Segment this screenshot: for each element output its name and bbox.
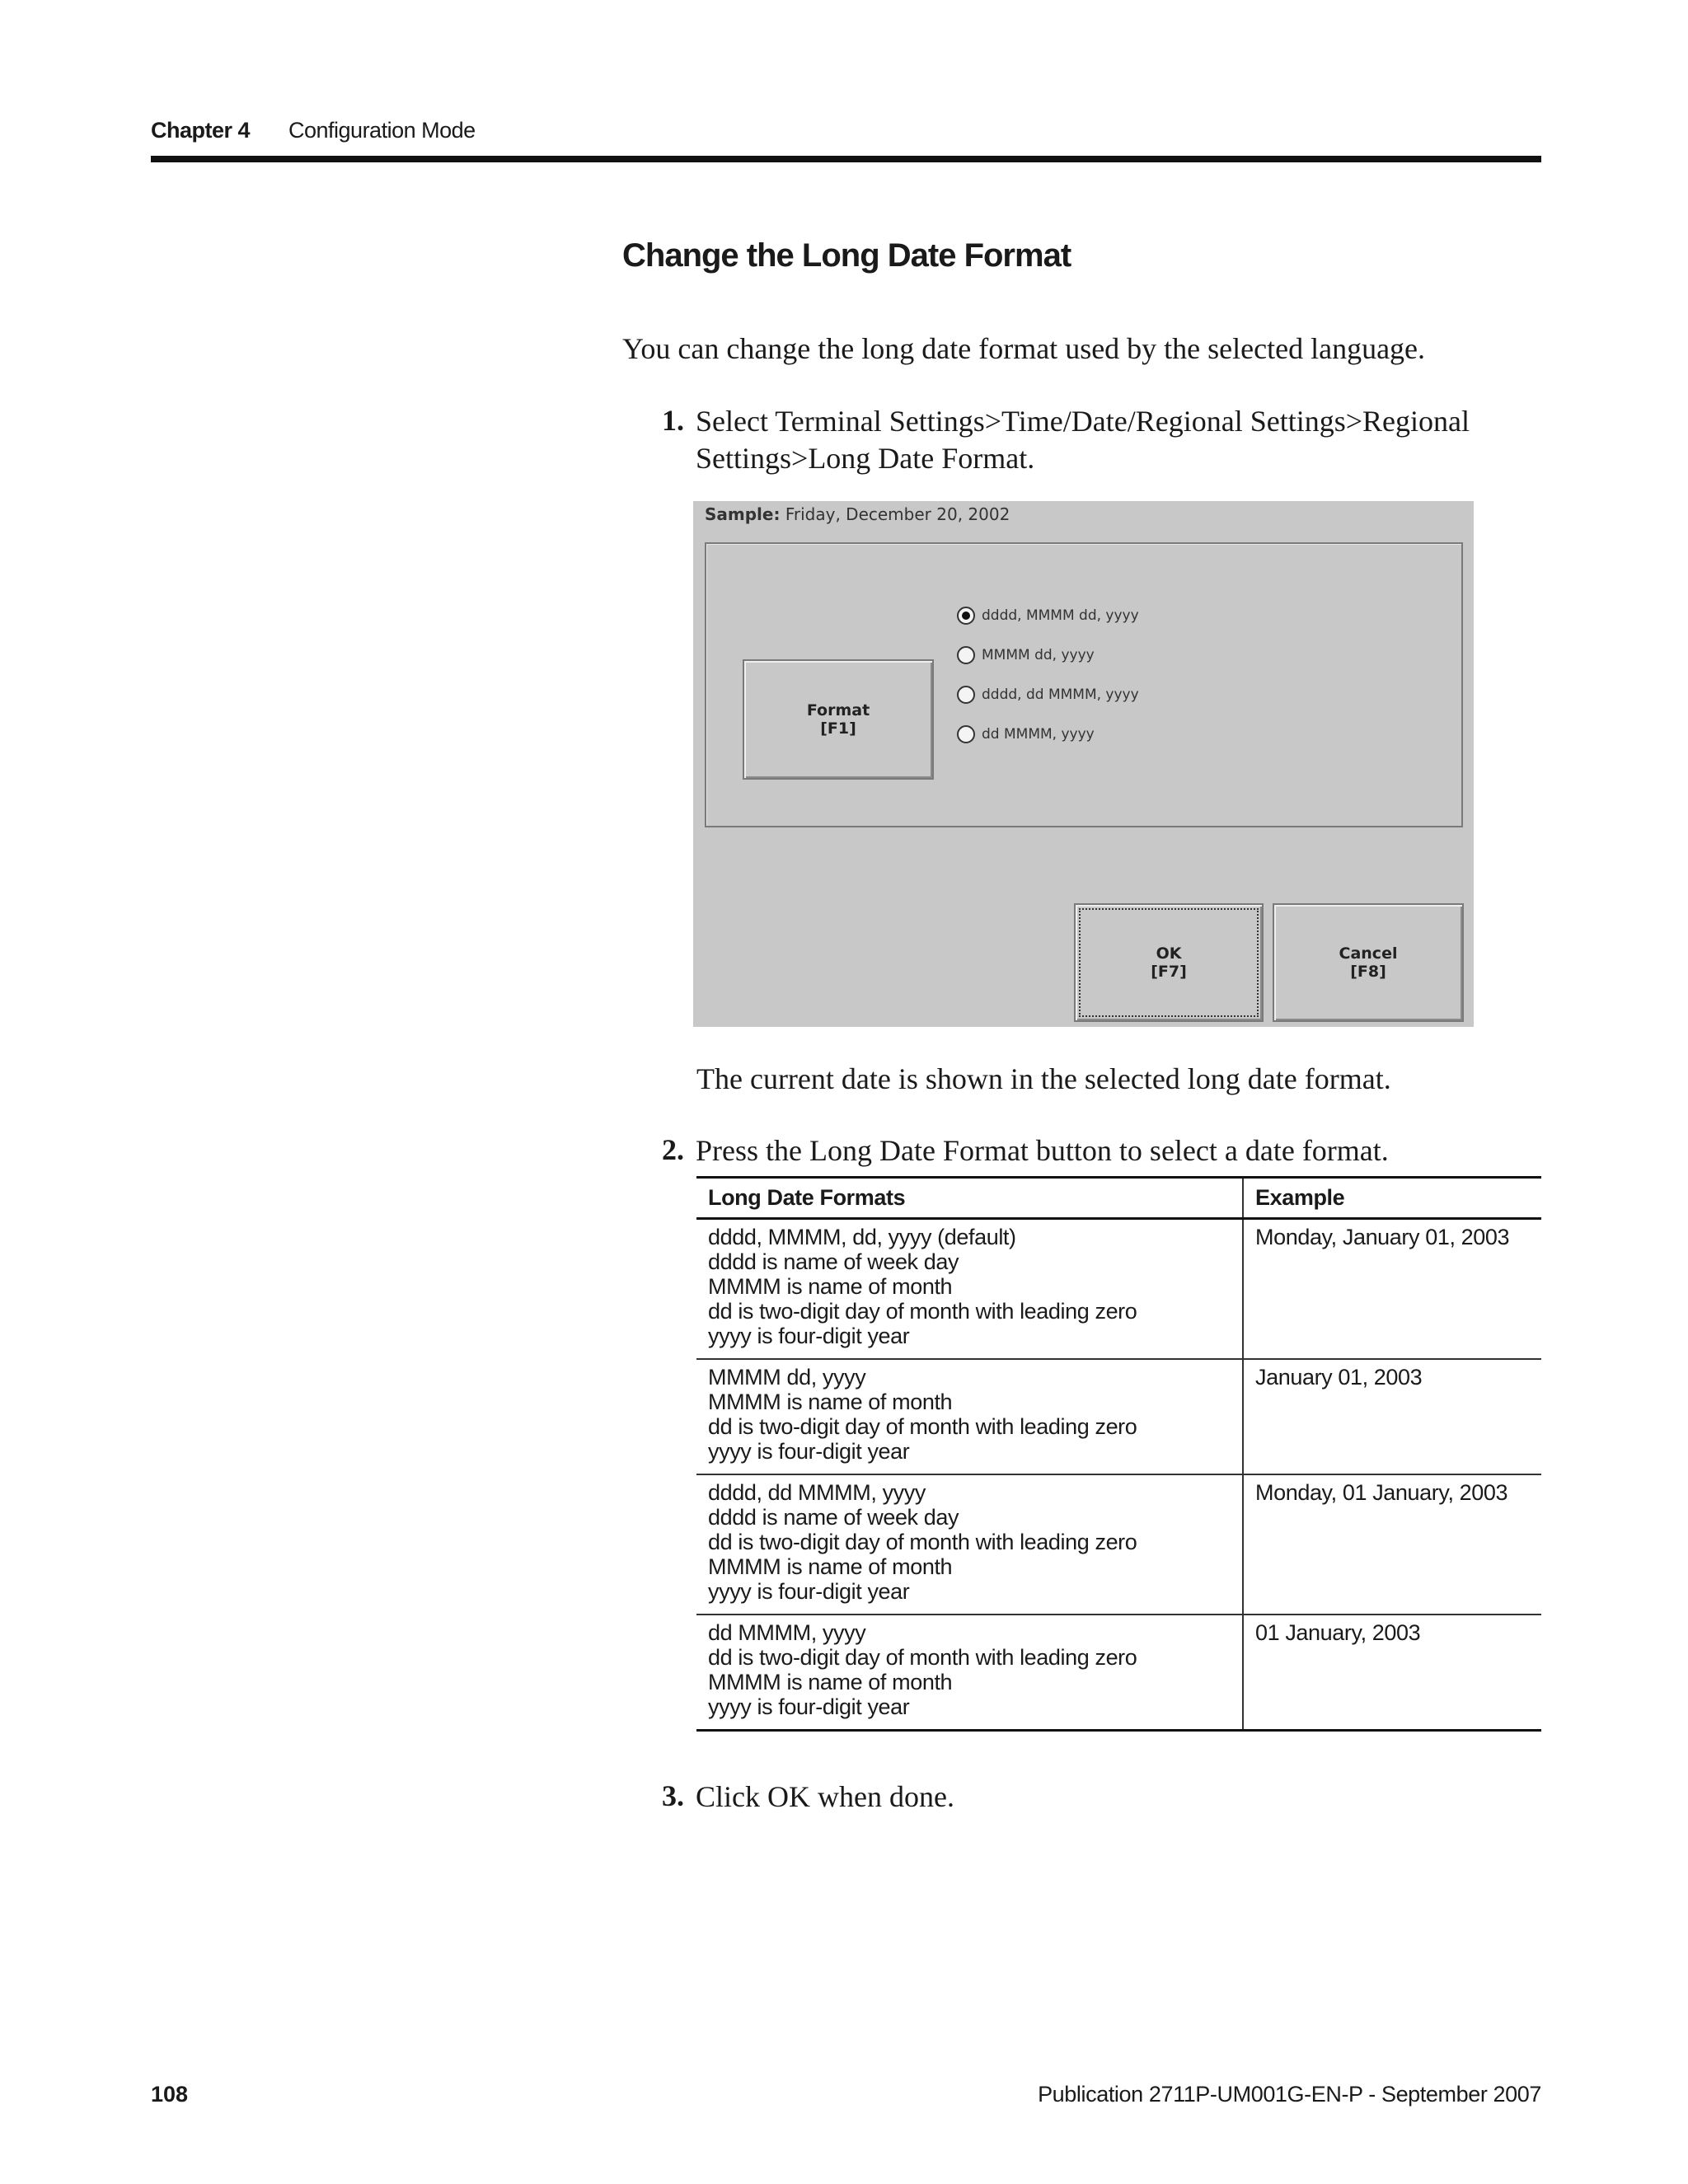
format-line: dd MMMM, yyyy [708,1620,866,1645]
option-label: dddd, dd MMMM, yyyy [982,687,1139,703]
chapter-label: Chapter 4 [151,118,251,143]
format-cell [696,1219,1243,1360]
format-line: MMMM is name of month [708,1670,953,1694]
format-cell [696,1474,1243,1615]
step-number: 2. [662,1133,684,1166]
step-text-line: Settings>Long Date Format. [696,442,1035,475]
option-label: MMMM dd, yyyy [982,647,1095,663]
chapter-title: Configuration Mode [288,118,476,143]
page-number: 108 [151,2082,189,2107]
radio-icon [957,725,975,743]
format-line: dd is two-digit day of month with leading zero [708,1530,1137,1554]
ok-button-label: OK [1156,944,1182,963]
cancel-button-key: [F8] [1350,963,1386,981]
example-cell: January 01, 2003 [1243,1359,1541,1474]
table-header-row [696,1178,1541,1219]
format-cell [696,1615,1243,1731]
ok-button-key: [F7] [1151,963,1187,981]
format-line: dd is two-digit day of month with leading zero [708,1299,1137,1324]
cancel-button-label: Cancel [1339,944,1398,963]
format-line: yyyy is four-digit year [708,1439,910,1464]
screen-caption: The current date is shown in the selected long date format. [696,1062,1391,1095]
format-button-label: Format [806,701,870,719]
format-line: dddd, dd MMMM, yyyy [708,1480,926,1505]
format-button-key: [F1] [820,719,856,738]
format-line: yyyy is four-digit year [708,1324,910,1348]
step-2 [635,1132,1389,1169]
option-dddd-mmmm-dd-yyyy[interactable] [957,607,1139,625]
format-line: MMMM dd, yyyy [708,1365,866,1390]
option-label: dddd, MMMM dd, yyyy [982,607,1139,624]
column-header-example: Example [1243,1178,1541,1219]
step-text-line: Click OK when done. [696,1780,954,1813]
radio-selected-icon [957,607,975,625]
format-cell [696,1359,1243,1474]
format-line: dd is two-digit day of month with leading zero [708,1414,1137,1439]
radio-icon [957,686,975,704]
format-line: yyyy is four-digit year [708,1694,910,1719]
format-line: dddd, MMMM, dd, yyyy (default) [708,1225,1016,1249]
option-label: dd MMMM, yyyy [982,726,1095,743]
step-number: 1. [662,404,684,437]
format-line: dddd is name of week day [708,1249,959,1274]
format-line: yyyy is four-digit year [708,1579,910,1604]
cancel-button[interactable] [1273,903,1464,1022]
step-3 [635,1779,954,1816]
long-date-format-screen [693,501,1474,1027]
format-line: MMMM is name of month [708,1390,953,1414]
intro-paragraph: You can change the long date format used by the selected language. [622,332,1426,365]
sample-value: Friday, December 20, 2002 [785,504,1010,524]
format-line: MMMM is name of month [708,1274,953,1299]
sample-readout [705,504,1010,524]
table-row [696,1219,1541,1360]
ok-button[interactable] [1074,903,1264,1022]
option-dddd-dd-mmmm-yyyy[interactable] [957,686,1139,704]
format-line: dd is two-digit day of month with leading zero [708,1645,1137,1670]
format-line: dddd is name of week day [708,1505,959,1530]
options-frame [705,542,1463,827]
format-line: MMMM is name of month [708,1554,953,1579]
example-cell: Monday, 01 January, 2003 [1243,1474,1541,1615]
example-cell: 01 January, 2003 [1243,1615,1541,1731]
step-1 [635,403,1470,477]
column-header-formats: Long Date Formats [696,1178,1243,1219]
sample-label: Sample: [705,504,781,524]
step-text-line: Select Terminal Settings>Time/Date/Regional Settings>Regional [696,405,1470,438]
publication-info: Publication 2711P-UM001G-EN-P - September 2007 [1038,2082,1541,2107]
table-row [696,1474,1541,1615]
section-title: Change the Long Date Format [622,237,1071,274]
option-mmmm-dd-yyyy[interactable] [957,646,1095,664]
format-button[interactable] [743,659,934,780]
step-text-line: Press the Long Date Format button to select a date format. [696,1134,1389,1167]
radio-icon [957,646,975,664]
table-row [696,1359,1541,1474]
step-number: 3. [662,1779,684,1812]
table-row [696,1615,1541,1731]
option-dd-mmmm-yyyy[interactable] [957,725,1095,743]
header-rule [151,156,1541,162]
example-cell: Monday, January 01, 2003 [1243,1219,1541,1360]
long-date-formats-table [696,1176,1541,1732]
